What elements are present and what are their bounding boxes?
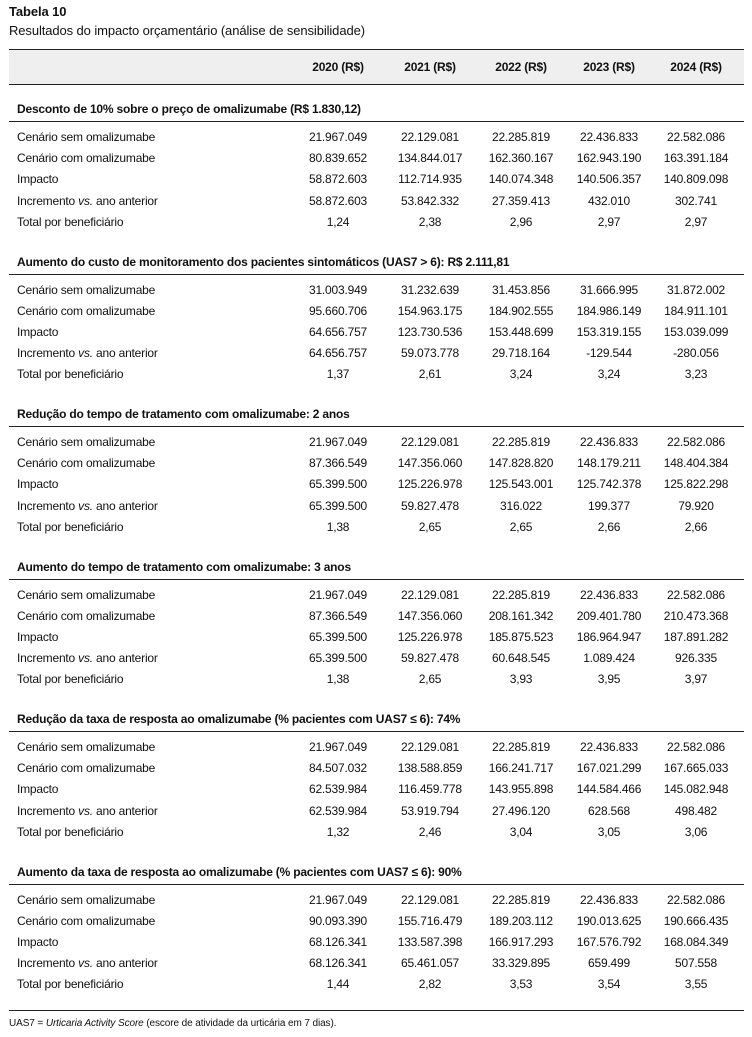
row-label-emphasis: vs.: [78, 803, 93, 818]
table-cell: 123.730.536: [397, 324, 463, 339]
table-cell: 68.126.341: [308, 934, 368, 949]
table-cell: 22.129.081: [400, 435, 460, 449]
table-subtitle: Resultados do impacto orçamentário (análise de sensibilidade): [9, 23, 365, 38]
table-cell: 3,04: [509, 824, 533, 839]
table-section: [9, 238, 744, 391]
table-cell: 1,32: [326, 824, 350, 839]
section-divider: [9, 884, 744, 885]
table-cell: 60.648.545: [491, 651, 551, 665]
table-cell: 65.399.500: [308, 651, 368, 665]
table-row: [9, 627, 744, 648]
table-cell: 33.329.895: [491, 956, 551, 970]
table-row: [9, 911, 744, 932]
table-cell: 90.093.390: [308, 913, 368, 928]
table-row: [9, 322, 744, 343]
row-label: Cenário com omalizumabe: [17, 913, 156, 928]
table-row: [9, 606, 744, 627]
table-cell: 62.539.984: [308, 803, 368, 818]
table-cell: 302.741: [675, 193, 717, 208]
row-label-emphasis: vs.: [78, 651, 93, 665]
table-row: [9, 953, 744, 974]
table-cell: 62.539.984: [308, 782, 368, 796]
table-cell: 31.003.949: [308, 282, 368, 297]
table-cell: 209.401.780: [576, 608, 642, 623]
table-cell: 316.022: [500, 498, 542, 513]
table-cell: 2,61: [418, 367, 442, 381]
table-cell: 22.436.833: [579, 740, 639, 754]
table-row: [9, 280, 744, 301]
table-cell: 184.986.149: [576, 303, 642, 318]
row-label: Cenário sem omalizumabe: [17, 587, 156, 602]
row-label: Impacto: [17, 172, 59, 186]
table-cell: -129.544: [586, 346, 632, 360]
table-cell: 2,65: [509, 519, 533, 534]
section-divider: [9, 731, 744, 732]
table-cell: 22.129.081: [400, 892, 460, 907]
section-divider: [9, 426, 744, 427]
table-row: [9, 301, 744, 322]
table-row: [9, 822, 744, 843]
row-label: [17, 804, 158, 818]
section-title: Aumento do tempo de tratamento com omalizumabe: 3 anos: [17, 559, 351, 574]
table-cell: 143.955.898: [488, 782, 554, 796]
row-label: [17, 194, 158, 208]
row-label: [17, 651, 158, 665]
row-label-emphasis: vs.: [78, 193, 93, 208]
column-header: 2020 (R$): [312, 60, 364, 74]
table-cell: 22.285.819: [491, 892, 551, 907]
row-label: [17, 956, 158, 970]
table-section: [9, 543, 744, 696]
table-row: [9, 758, 744, 779]
table-cell: 507.558: [675, 956, 717, 970]
row-label: Impacto: [17, 934, 59, 949]
table-row: [9, 737, 744, 758]
row-label-emphasis: vs.: [78, 956, 93, 970]
table-cell: 3,24: [509, 367, 533, 381]
table-cell: 2,65: [418, 519, 442, 534]
table-cell: 2,38: [418, 214, 442, 229]
table-cell: 133.587.398: [397, 934, 463, 949]
table-cell: 140.074.348: [488, 172, 554, 186]
table-cell: 166.917.293: [488, 934, 554, 949]
row-label: Cenário sem omalizumabe: [17, 130, 156, 144]
table-cell: 125.543.001: [488, 477, 554, 491]
table-cell: 210.473.368: [663, 608, 729, 623]
row-label-part: Incremento: [17, 956, 79, 970]
row-label: Total por beneficiário: [17, 214, 124, 229]
table-row: [9, 127, 744, 148]
row-label-part: ano anterior: [92, 193, 158, 208]
table-cell: 22.129.081: [400, 587, 460, 602]
table-cell: 64.656.757: [308, 324, 368, 339]
table-cell: 1,24: [326, 214, 350, 229]
table-cell: 155.716.479: [397, 913, 463, 928]
table-row: [9, 343, 744, 364]
table-cell: 166.241.717: [488, 761, 554, 775]
table-cell: 134.844.017: [397, 151, 463, 165]
column-header: 2022 (R$): [495, 60, 547, 74]
row-label: Total por beneficiário: [17, 367, 124, 381]
table-cell: 167.576.792: [576, 934, 642, 949]
row-label: Cenário com omalizumabe: [17, 761, 156, 775]
table-row: [9, 212, 744, 233]
table-cell: 432.010: [588, 193, 630, 208]
table-cell: 140.506.357: [576, 172, 642, 186]
row-label-part: ano anterior: [92, 803, 158, 818]
table-cell: 144.584.466: [576, 782, 642, 796]
table-cell: 1.089.424: [583, 651, 635, 665]
table-cell: 3,06: [684, 824, 708, 839]
table-cell: 27.496.120: [491, 803, 551, 818]
row-label-part: Incremento: [17, 193, 79, 208]
table-row: [9, 191, 744, 212]
table-cell: 59.073.778: [400, 346, 460, 360]
row-label-part: Incremento: [17, 803, 79, 818]
table-cell: 80.839.652: [308, 151, 368, 165]
table-cell: 147.356.060: [397, 456, 463, 470]
table-cell: 125.822.298: [663, 477, 729, 491]
table-cell: 22.436.833: [579, 130, 639, 144]
table-cell: 95.660.706: [308, 303, 368, 318]
table-cell: 153.039.099: [663, 324, 729, 339]
row-label-part: Incremento: [17, 651, 79, 665]
table-cell: 3,95: [597, 672, 621, 686]
table-section: [9, 848, 744, 1001]
table-cell: 22.582.086: [666, 130, 726, 144]
table-row: [9, 169, 744, 190]
row-label-part: ano anterior: [92, 956, 158, 970]
footnote-emphasis: Urticaria Activity Score: [45, 1018, 144, 1029]
table-cell: 31.232.639: [400, 282, 460, 297]
row-label: Total por beneficiário: [17, 977, 124, 991]
table-row: [9, 148, 744, 169]
table-cell: 22.582.086: [666, 740, 726, 754]
table-cell: 2,96: [509, 214, 533, 229]
table-cell: 162.943.190: [576, 151, 642, 165]
row-label: Cenário sem omalizumabe: [17, 435, 156, 449]
table-cell: 167.021.299: [576, 761, 642, 775]
table-cell: 125.742.378: [576, 477, 642, 491]
table-row: [9, 432, 744, 453]
table-cell: 3,55: [684, 977, 708, 991]
table-cell: 3,05: [597, 824, 621, 839]
table-cell: 58.872.603: [308, 172, 368, 186]
table-cell: 53.842.332: [400, 193, 460, 208]
table-cell: 2,66: [684, 519, 708, 534]
footnote-text: UAS7 =: [9, 1018, 46, 1029]
table-cell: 2,82: [418, 977, 442, 991]
table-cell: 1,38: [326, 672, 350, 686]
table-cell: 186.964.947: [576, 629, 642, 644]
table-row: [9, 496, 744, 517]
row-label-part: ano anterior: [92, 498, 158, 513]
table-bottom-rule: [9, 1010, 744, 1011]
section-title: Redução do tempo de tratamento com omalizumabe: 2 anos: [17, 407, 350, 421]
row-label: Cenário com omalizumabe: [17, 303, 156, 318]
table-cell: 628.568: [588, 803, 630, 818]
table-cell: 190.666.435: [663, 913, 729, 928]
table-header: [9, 49, 744, 85]
table-row: [9, 890, 744, 911]
table-cell: 163.391.184: [663, 151, 729, 165]
table-cell: 3,54: [597, 977, 621, 991]
row-label: Total por beneficiário: [17, 519, 124, 534]
row-label: Total por beneficiário: [17, 672, 124, 686]
section-title: Redução da taxa de resposta ao omalizumabe (% pacientes com UAS7 ≤ 6): 74%: [17, 712, 461, 726]
table-cell: 140.809.098: [663, 172, 729, 186]
row-label-part: ano anterior: [92, 346, 158, 360]
table-cell: 1,38: [326, 519, 350, 534]
table-cell: 167.665.033: [663, 761, 729, 775]
row-label: Impacto: [17, 782, 59, 796]
table-section: [9, 85, 744, 238]
row-label: Cenário com omalizumabe: [17, 608, 156, 623]
table-cell: 148.179.211: [577, 456, 641, 470]
table-cell: 125.226.978: [397, 629, 463, 644]
table-cell: 21.967.049: [308, 892, 368, 907]
section-divider: [9, 121, 744, 122]
table-body: [9, 85, 744, 1000]
table-cell: 154.963.175: [397, 303, 463, 318]
table-cell: 21.967.049: [308, 740, 368, 754]
table-cell: 31.872.002: [666, 282, 726, 297]
table-cell: 65.461.057: [400, 956, 460, 970]
table-row: [9, 453, 744, 474]
row-label-part: ano anterior: [92, 651, 158, 665]
table-cell: 29.718.164: [491, 346, 551, 360]
table-cell: 190.013.625: [576, 913, 642, 928]
table-row: [9, 974, 744, 995]
table-cell: 22.582.086: [666, 892, 726, 907]
table-cell: 65.399.500: [308, 498, 368, 513]
row-label: Total por beneficiário: [17, 824, 124, 839]
column-header: 2023 (R$): [583, 60, 635, 74]
section-divider: [9, 274, 744, 275]
table-cell: 22.582.086: [666, 435, 726, 449]
table-cell: 498.482: [675, 803, 717, 818]
row-label: Cenário com omalizumabe: [17, 151, 156, 165]
row-label: Cenário sem omalizumabe: [17, 282, 156, 297]
table-cell: 84.507.032: [308, 761, 368, 775]
table-section: [9, 390, 744, 543]
row-label-part: Incremento: [17, 346, 79, 360]
table-cell: 22.129.081: [400, 130, 460, 144]
table-cell: 58.872.603: [308, 193, 368, 208]
table-cell: 87.366.549: [308, 608, 368, 623]
table-cell: 2,66: [597, 519, 621, 534]
table-cell: -280.056: [673, 346, 719, 360]
table-row: [9, 474, 744, 495]
table-cell: 79.920: [678, 498, 714, 513]
table-cell: 59.827.478: [400, 651, 460, 665]
table-footnote: [9, 1018, 336, 1029]
table-cell: 21.967.049: [308, 435, 368, 449]
row-label: Impacto: [17, 629, 59, 644]
table-cell: 1,37: [326, 367, 350, 381]
table-cell: 65.399.500: [308, 629, 368, 644]
table-cell: 187.891.282: [663, 629, 729, 644]
table-cell: 21.967.049: [308, 587, 368, 602]
table-cell: 21.967.049: [308, 130, 368, 144]
table-cell: 1,44: [326, 977, 350, 991]
table-cell: 199.377: [588, 498, 630, 513]
table-cell: 145.082.948: [663, 782, 729, 796]
row-label: Cenário com omalizumabe: [17, 456, 156, 470]
table-cell: 65.399.500: [308, 477, 368, 491]
table-cell: 3,24: [597, 367, 621, 381]
table-cell: 148.404.384: [663, 456, 729, 470]
table-cell: 2,65: [418, 672, 442, 686]
table-row: [9, 364, 744, 385]
table-cell: 22.436.833: [579, 587, 639, 602]
table-cell: 31.666.995: [579, 282, 639, 297]
table-cell: 138.588.859: [397, 761, 463, 775]
section-title: Aumento da taxa de resposta ao omalizumabe (% pacientes com UAS7 ≤ 6): 90%: [17, 864, 462, 879]
table-cell: 53.919.794: [400, 803, 460, 818]
table-cell: 147.828.820: [488, 456, 554, 470]
table-cell: 64.656.757: [308, 346, 368, 360]
table-cell: 147.356.060: [397, 608, 463, 623]
table-cell: 153.319.155: [576, 324, 642, 339]
table-cell: 2,46: [418, 824, 442, 839]
table-cell: 3,53: [509, 977, 533, 991]
table-cell: 659.499: [588, 956, 630, 970]
table-row: [9, 779, 744, 800]
row-label: Impacto: [17, 324, 59, 339]
table-cell: 59.827.478: [400, 498, 460, 513]
table-title: Tabela 10: [9, 4, 67, 19]
table-row: [9, 585, 744, 606]
table-row: [9, 932, 744, 953]
table-cell: 162.360.167: [488, 151, 554, 165]
table-cell: 87.366.549: [308, 456, 368, 470]
table-cell: 68.126.341: [308, 956, 368, 970]
table-row: [9, 801, 744, 822]
table-row: [9, 648, 744, 669]
table-cell: 22.582.086: [666, 587, 726, 602]
table-cell: 184.902.555: [488, 303, 554, 318]
table-cell: 185.875.523: [488, 629, 554, 644]
table-cell: 168.084.349: [663, 934, 729, 949]
table-cell: 22.436.833: [579, 435, 639, 449]
table-cell: 22.285.819: [491, 740, 551, 754]
row-label: Impacto: [17, 477, 59, 491]
table-cell: 2,97: [684, 214, 708, 229]
row-label-emphasis: vs.: [78, 498, 93, 513]
table-cell: 208.161.342: [488, 608, 554, 623]
section-title: Desconto de 10% sobre o preço de omalizumabe (R$ 1.830,12): [17, 102, 361, 116]
table-cell: 116.459.778: [398, 782, 462, 796]
row-label-emphasis: vs.: [78, 346, 93, 360]
table-cell: 184.911.101: [664, 303, 728, 318]
column-header: 2021 (R$): [404, 60, 456, 74]
table-cell: 31.453.856: [491, 282, 551, 297]
table-row: [9, 517, 744, 538]
table-section: [9, 695, 744, 848]
table-cell: 22.285.819: [491, 435, 551, 449]
row-label: [17, 499, 158, 513]
table-cell: 27.359.413: [491, 193, 551, 208]
table-row: [9, 669, 744, 690]
table-cell: 22.436.833: [579, 892, 639, 907]
table-cell: 3,23: [684, 367, 708, 381]
row-label-part: Incremento: [17, 498, 79, 513]
section-title: Aumento do custo de monitoramento dos pacientes sintomáticos (UAS7 > 6): R$ 2.111,81: [17, 254, 510, 269]
table-cell: 2,97: [597, 214, 621, 229]
table-cell: 3,97: [684, 672, 708, 686]
table-cell: 22.285.819: [491, 587, 551, 602]
table-cell: 22.129.081: [400, 740, 460, 754]
row-label: Cenário sem omalizumabe: [17, 740, 156, 754]
row-label: [17, 346, 158, 360]
table-cell: 189.203.112: [489, 913, 553, 928]
table-cell: 926.335: [675, 651, 717, 665]
row-label: Cenário sem omalizumabe: [17, 892, 156, 907]
column-header: 2024 (R$): [670, 60, 722, 74]
section-divider: [9, 579, 744, 580]
footnote-text: (escore de atividade da urticária em 7 dias).: [143, 1018, 337, 1029]
table-cell: 112.714.935: [398, 172, 462, 186]
table-cell: 153.448.699: [488, 324, 554, 339]
table-cell: 3,93: [509, 672, 533, 686]
table-cell: 125.226.978: [397, 477, 463, 491]
table-cell: 22.285.819: [491, 130, 551, 144]
